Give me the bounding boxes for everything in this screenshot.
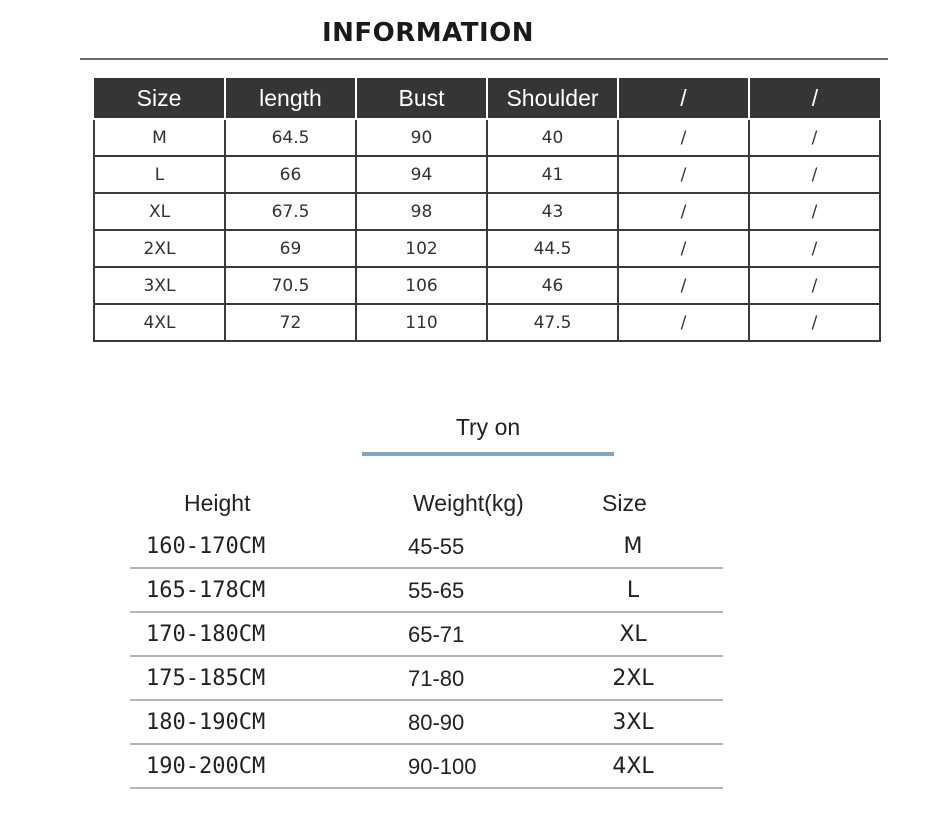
- size-chart-table: [93, 78, 881, 342]
- information-title: INFORMATION: [321, 18, 535, 48]
- fit-weight: 90-100: [408, 754, 477, 779]
- fit-height: 190-200CM: [146, 754, 266, 779]
- cell-bust: 102: [356, 230, 487, 267]
- table-row: [94, 304, 880, 341]
- cell-shoulder: 41: [487, 156, 618, 193]
- cell-blank: /: [618, 193, 749, 230]
- cell-shoulder: 43: [487, 193, 618, 230]
- table-row: [94, 267, 880, 304]
- fit-size: 3XL: [612, 710, 654, 735]
- list-item: [130, 657, 723, 701]
- cell-size: 2XL: [94, 230, 225, 267]
- cell-shoulder: 40: [487, 119, 618, 156]
- cell-shoulder: 46: [487, 267, 618, 304]
- cell-blank: /: [749, 193, 880, 230]
- cell-length: 66: [225, 156, 356, 193]
- header-length: length: [225, 78, 356, 119]
- cell-length: 67.5: [225, 193, 356, 230]
- cell-blank: /: [749, 267, 880, 304]
- fit-height: 165-178CM: [146, 578, 266, 603]
- fit-size: 4XL: [612, 754, 654, 779]
- cell-bust: 90: [356, 119, 487, 156]
- cell-shoulder: 44.5: [487, 230, 618, 267]
- cell-blank: /: [618, 156, 749, 193]
- fit-height: 175-185CM: [146, 666, 266, 691]
- cell-bust: 106: [356, 267, 487, 304]
- cell-size: M: [94, 119, 225, 156]
- list-item: [130, 569, 723, 613]
- cell-blank: /: [749, 304, 880, 341]
- cell-blank: /: [749, 230, 880, 267]
- table-row: [94, 230, 880, 267]
- fit-height: 170-180CM: [146, 622, 266, 647]
- list-item: [130, 701, 723, 745]
- cell-length: 69: [225, 230, 356, 267]
- table-row: [94, 156, 880, 193]
- cell-blank: /: [749, 156, 880, 193]
- fit-size: M: [623, 534, 643, 559]
- cell-length: 64.5: [225, 119, 356, 156]
- cell-blank: /: [618, 304, 749, 341]
- cell-size: L: [94, 156, 225, 193]
- header-blank-1: /: [618, 78, 749, 119]
- cell-size: 3XL: [94, 267, 225, 304]
- fit-size: 2XL: [612, 666, 654, 691]
- try-on-list: [130, 525, 723, 789]
- cell-blank: /: [618, 267, 749, 304]
- header-size: Size: [94, 78, 225, 119]
- fit-weight: 65-71: [408, 622, 465, 647]
- title-divider: [80, 58, 888, 60]
- fit-header-size: Size: [602, 490, 647, 516]
- cell-shoulder: 47.5: [487, 304, 618, 341]
- fit-weight: 71-80: [408, 666, 465, 691]
- list-item: [130, 525, 723, 569]
- size-chart-header-row: [94, 78, 880, 119]
- cell-bust: 98: [356, 193, 487, 230]
- cell-size: XL: [94, 193, 225, 230]
- fit-weight: 80-90: [408, 710, 465, 735]
- table-row: [94, 119, 880, 156]
- try-on-underline: [362, 452, 614, 456]
- cell-length: 72: [225, 304, 356, 341]
- try-on-title: Try on: [455, 414, 521, 440]
- fit-size: XL: [619, 622, 647, 647]
- cell-blank: /: [618, 119, 749, 156]
- list-item: [130, 613, 723, 657]
- fit-height: 160-170CM: [146, 534, 266, 559]
- cell-length: 70.5: [225, 267, 356, 304]
- cell-blank: /: [749, 119, 880, 156]
- cell-blank: /: [618, 230, 749, 267]
- list-item: [130, 745, 723, 789]
- fit-header-weight: Weight(kg): [413, 490, 524, 516]
- fit-height: 180-190CM: [146, 710, 266, 735]
- fit-size: L: [626, 578, 640, 603]
- cell-bust: 110: [356, 304, 487, 341]
- fit-weight: 55-65: [408, 578, 465, 603]
- header-bust: Bust: [356, 78, 487, 119]
- fit-weight: 45-55: [408, 534, 465, 559]
- header-shoulder: Shoulder: [487, 78, 618, 119]
- fit-header-height: Height: [184, 490, 251, 516]
- cell-size: 4XL: [94, 304, 225, 341]
- table-row: [94, 193, 880, 230]
- cell-bust: 94: [356, 156, 487, 193]
- header-blank-2: /: [749, 78, 880, 119]
